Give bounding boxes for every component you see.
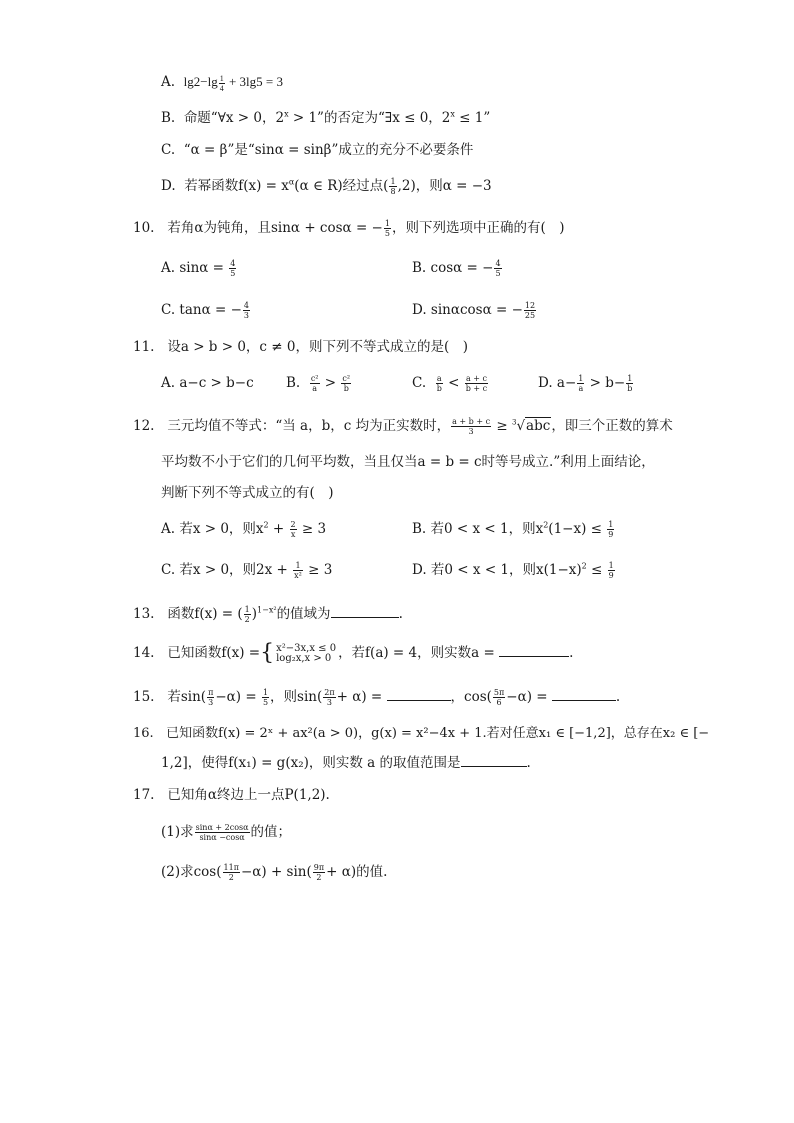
q11-option-c: C. $\frac{a}{b}$ < $\frac{a + c}{b + c}$ (412, 374, 488, 393)
q16-stem-line1: 16. 已知函数f(x) = 2ˣ + ax²(a > 0)，g(x) = x²−4x + 1.若对任意x₁ ∈ [−1,2]，总存在x₂ ∈ [− (133, 726, 710, 741)
q16-stem-line2: 1,2]，使得f(x₁) = g(x₂)，则实数 a 的取值范围是 . (161, 752, 531, 773)
q12-option-d: D. 若0 < x < 1，则$x(1-x)^2$ ≤ $\frac{1}{9}$ (412, 561, 614, 580)
q17-stem: 17. 已知角α终边上一点P(1,2). (133, 787, 330, 803)
q12-option-b: B. 若0 < x < 1，则$x^2(1-x)$ ≤ $\frac{1}{9}$ (412, 520, 614, 539)
q9-option-d: D. 若幂函数$f(x) = x^\alpha(\alpha$ ∈ R)经过点( $\frac{1}{8}$ ,2)，则α = −3 (161, 177, 492, 196)
q12-option-c: C. 若x > 0，则2x + $\frac{1}{\text{x²}}$ ≥ 3 (161, 561, 333, 580)
q12-stem-line2: 平均数不小于它们的几何平均数，当且仅当a = b = c时等号成立.”利用上面结论， (161, 454, 655, 470)
q15-answer-blank-2[interactable] (552, 686, 616, 701)
q10-stem: 10. 若角α为钝角，且sinα + cosα = − $\frac{1}{5}$ ，则下列选项中正确的有( ) (133, 219, 565, 238)
q17-part-2: (2)求cos( $\frac{11\pi}{2}$ −α) + sin( $\frac{9\pi}{2}$ + α)的值. (161, 863, 388, 882)
q17-part-1: (1)求 $\frac{\sin\alpha + 2\cos\alpha}{\sin\alpha -\cos\alpha}$ 的值； (161, 823, 292, 842)
q13-stem: 13. 函数f(x) = ( $\frac{1}{2}$ )$^{1-x^2}$的值域为 . (133, 605, 403, 624)
q11-option-b: B. $\frac{\text{c²}}{a}$ > $\frac{\text{c²}}{b}$ (286, 374, 351, 393)
q10-option-a: A. sinα = $\frac{4}{5}$ (161, 259, 236, 278)
q9-option-a: A. lg2−lg $\frac{1}{4}$ + 3lg5 = 3 (161, 73, 283, 93)
q11-stem: 11. 设a > b > 0，c ≠ 0，则下列不等式成立的是( ) (133, 339, 469, 355)
q15-answer-blank-1[interactable] (387, 686, 451, 701)
q12-stem-line3: 判断下列不等式成立的有( ) (161, 485, 334, 501)
q16-answer-blank[interactable] (461, 752, 527, 767)
q14-stem: 14. 已知函数f(x) ={ x²−3x,x ≤ 0 log₂x,x > 0 ，若f(a) = 4，则实数a = . (133, 640, 574, 666)
q13-answer-blank[interactable] (331, 603, 399, 618)
q10-option-c: C. tanα = − $\frac{4}{3}$ (161, 301, 250, 320)
q14-answer-blank[interactable] (499, 642, 569, 657)
q12-option-a: A. 若x > 0，则$x^2$ + $\frac{2}{x}$ ≥ 3 (161, 520, 327, 539)
q11-option-a: A. a−c > b−c (161, 375, 254, 391)
q10-option-d: D. sinαcosα = − $\frac{12}{25}$ (412, 301, 536, 320)
q11-option-d: D. a− $\frac{1}{a}$ > b− $\frac{1}{b}$ (538, 374, 633, 393)
q9-option-c: C. “α = β”是“sinα = sinβ”成立的充分不必要条件 (161, 142, 474, 158)
q10-option-b: B. cosα = − $\frac{4}{5}$ (412, 259, 501, 278)
q12-stem-line1: 12. 三元均值不等式：“当 a，b，c 均为正实数时， $\frac{a + b + c}{3}$ ≥ $^3$√abc，即三个正数的算术 (133, 417, 673, 436)
q15-stem: 15. 若sin( $\frac{\pi}{3}$ −α) = $\frac{1}{5}$ ，则sin( $\frac{2\pi}{3}$ + α) = ，cos( $\frac{5\pi}{6}$ −α) = . (133, 688, 621, 707)
q9-option-b: B. 命题“∀x > 0，$2^x > 1$”的否定为“∃x ≤ 0，$2^x \le 1$” (161, 109, 491, 126)
